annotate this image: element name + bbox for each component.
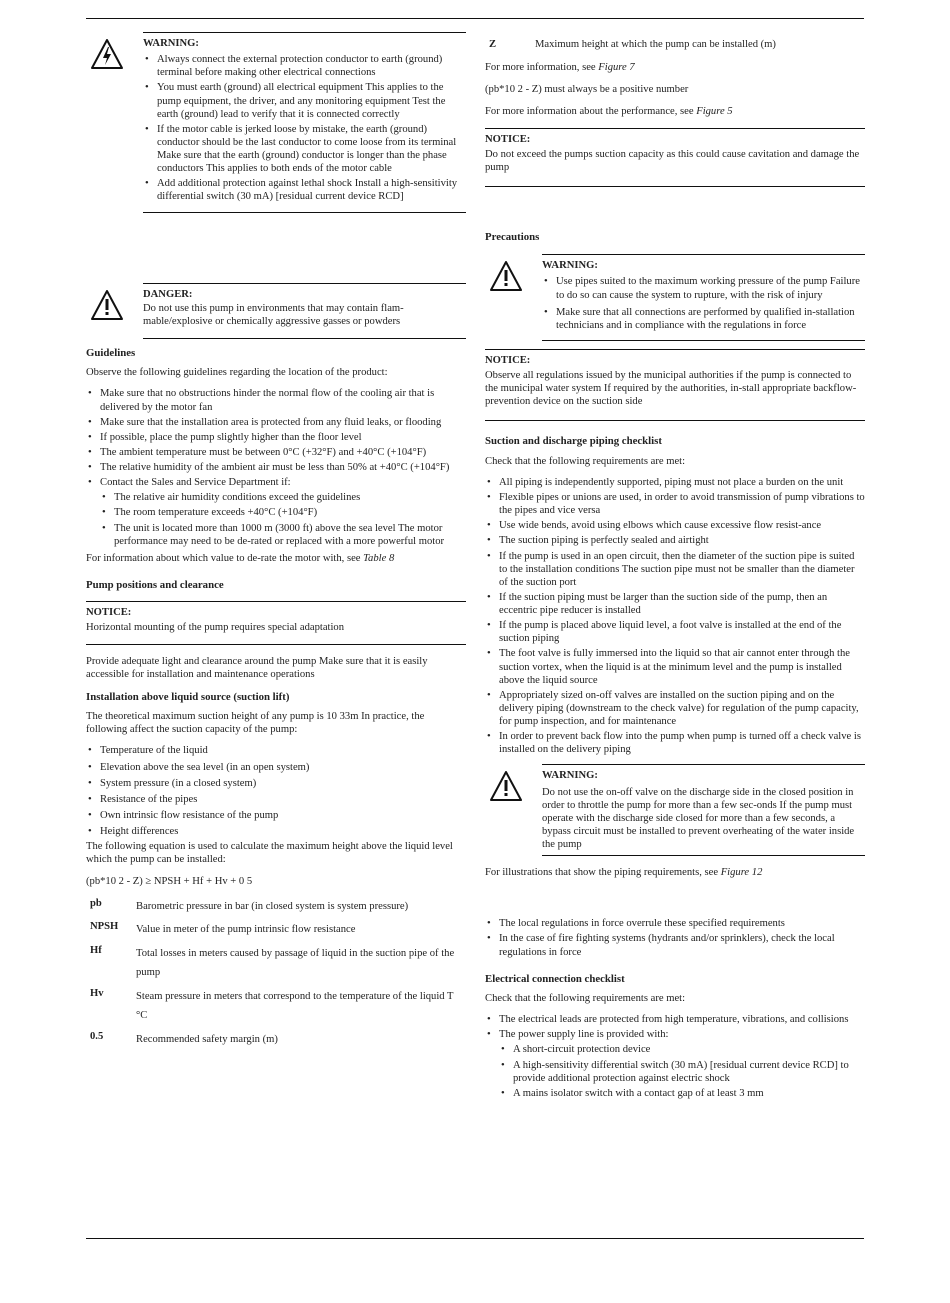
danger-text: Do not use this pump in environments that may contain flam-mable/explosive or chemically aggressive gasses or powders [143,302,404,327]
definition: Value in meter of the pump intrinsic flow resistance [136,924,356,936]
sub-list-item: • The relative air humidity conditions exceed the guidelines [100,491,466,504]
warning-triangle-icon [489,770,523,802]
electric-hazard-icon [90,38,124,70]
left-column [86,30,466,1054]
list-item: • If the pump is placed above liquid level, a foot valve is installed at the end of the suction piping [485,619,865,645]
equation-intro: The following equation is used to calculate the maximum height above the liquid level which the pump can be installed: [86,841,453,866]
table-row [485,38,776,55]
fig5-paragraph [485,105,865,118]
equation: (pb*10 2 - Z) ≥ NPSH + Hf + Hv + 0 5 [86,876,253,888]
warning-list [542,275,865,332]
term: Hf [90,944,102,956]
term: Z [489,39,497,50]
suction-lift-intro: The theoretical maximum suction height of any pump is 10 33m In practice, the following affect the suction capacity of the pump: [86,711,425,736]
positions-heading: Pump positions and clearance [86,578,224,591]
table-row [86,987,466,1030]
sub-list-item: • The unit is located more than 1000 m (3000 ft) above the sea level The motor performance may need to be de-rated or replaced with a more powerful motor [100,522,466,548]
electrical-checklist [485,1013,865,1100]
piping-checklist-heading: Suction and discharge piping checklist [485,435,662,448]
notice-text: Do not exceed the pumps suction capacity as this could cause cavitation and damage the pump [485,148,860,173]
clearance-paragraph: Provide adequate light and clearance around the pump Make sure that it is easily accessible for installation and maintenance operations [86,655,428,680]
warning-title: WARNING: [542,260,598,272]
list-item: • The electrical leads are protected from high temperature, vibrations, and collisions [485,1013,865,1026]
definition: Steam pressure in meters that correspond to the temperature of the liquid T °C [136,990,454,1022]
sub-list [499,1043,865,1100]
warning-triangle-icon [90,289,124,321]
notice-title: NOTICE: [485,133,531,145]
z-definition [485,38,776,55]
figure-5-link[interactable]: Figure 5 [696,106,733,118]
list-item: • Make sure that the installation area is protected from any fluid leaks, or flooding [86,416,466,429]
term: NPSH [90,921,119,933]
sub-list-item: • A short-circuit protection device [499,1043,865,1056]
list-item: • The foot valve is fully immersed into the liquid so that air cannot enter through the suction vortex, when the liquid is at the minimum level and the pump is installed above the liquid source [485,647,865,686]
table-row [86,944,466,987]
derate-text: For information about which value to de-rate the motor with, see [86,552,364,564]
list-item: • In order to prevent back flow into the pump when pump is turned off a check valve is installed on the delivery piping [485,730,865,756]
fig7-text: For more information, see [485,62,599,74]
warning-box-on-off-valve [485,764,865,856]
piping-checklist [485,476,865,757]
notice-title: NOTICE: [485,354,531,366]
bottom-rule [86,1238,864,1239]
notice-text: Observe all regulations issued by the municipal authorities if the pump is connected to the municipal water system If required by the authorities, in-stall appropriate backflow-prevention device on the suction side [485,370,857,408]
positive-number-note: (pb*10 2 - Z) must always be a positive number [485,84,689,96]
warning-box-electrical [86,32,466,213]
list-item: • Resistance of the pipes [86,793,466,806]
danger-box [86,283,466,339]
warning-box-precautions [485,254,865,341]
top-rule [86,18,864,19]
precautions-heading: Precautions [485,230,540,243]
fig7-paragraph [485,61,865,74]
list-item: • Always connect the external protection conductor to earth (ground) terminal before making other electrical connections [143,53,466,79]
definition: Maximum height at which the pump can be installed (m) [535,39,776,50]
list-item: • Elevation above the sea level (in an open system) [86,761,466,774]
fig5-text: For more information about the performance, see [485,106,697,118]
list-item: • Appropriately sized on-off valves are installed on the suction piping and on the delivery piping (downstream to the check valve) for regulation of the pump capacity, for pump inspection, and for maintenance [485,689,865,728]
definition: Total losses in meters caused by passage of liquid in the suction pipe of the pump [136,947,455,979]
list-item: • Temperature of the liquid [86,744,466,757]
list-item: • The ambient temperature must be between 0°C (+32°F) and +40°C (+104°F) [86,446,466,459]
term: 0.5 [90,1031,104,1043]
list-item-text: The power supply line is provided with: [499,1029,669,1041]
notice-text: Horizontal mounting of the pump requires special adaptation [86,622,345,634]
right-column [485,30,865,1104]
warning-triangle-icon [489,260,523,292]
list-item [485,1028,865,1100]
list-item: • All piping is independently supported, piping must not place a burden on the unit [485,476,865,489]
warning-title: WARNING: [542,770,598,782]
danger-title: DANGER: [143,288,193,300]
list-item: • Add additional protection against lethal shock Install a high-sensitivity differential switch (30 mA) [residual current device RCD] [143,177,466,203]
list-item: • You must earth (ground) all electrical equipment This applies to the pump equipment, the driver, and any monitoring equipment Test the earth (ground) lead to verify that it is connected correctly [143,81,466,120]
fig12-text: For illustrations that show the piping requirements, see [485,867,721,879]
list-item: • Use pipes suited to the maximum working pressure of the pump Failure to do so can cause the system to rupture, with the risk of injury [542,275,865,301]
guidelines-intro: Observe the following guidelines regarding the location of the product: [86,367,388,379]
list-item: • Height differences [86,825,466,838]
definitions-table [86,897,466,1054]
list-item: • In the case of fire fighting systems (hydrants and/or sprinklers), check the local regulations in force [485,932,865,958]
derate-paragraph [86,552,466,565]
list-item: • System pressure (in a closed system) [86,777,466,790]
list-item: • Flexible pipes or unions are used, in order to avoid transmission of pump vibrations to the pipes and vice versa [485,491,865,517]
regulations-list [485,917,865,958]
list-item [86,476,466,548]
guidelines-heading: Guidelines [86,346,136,359]
table-row [86,897,466,921]
list-item: • Make sure that all connections are performed by qualified in-stallation technicians and in compliance with the regulations in force [542,306,865,332]
warning-text: Do not use the on-off valve on the discharge side in the closed position in order to throttle the pump for more than a few sec-onds If the pump must operate with the discharge side closed for more than a few seconds, a bypass circuit must be installed to prevent overheating of the water inside the pump [542,786,855,850]
list-item: • Own intrinsic flow resistance of the pump [86,809,466,822]
list-item-text: Contact the Sales and Service Department if: [100,477,291,489]
definition: Recommended safety margin (m) [136,1034,278,1046]
definition: Barometric pressure in bar (in closed system is system pressure) [136,900,409,912]
list-item: • If the motor cable is jerked loose by mistake, the earth (ground) conductor should be the last conductor to come loose from its terminal Make sure that the earth (ground) conductor is longer than the phase conductors This applies to both ends of the motor cable [143,123,466,176]
notice-title: NOTICE: [86,607,132,619]
list-item: • If possible, place the pump slightly higher than the floor level [86,431,466,444]
term: Hv [90,987,104,999]
sub-list-item: • A high-sensitivity differential switch (30 mA) [residual current device RCD] to provide additional protection against electric shock [499,1059,865,1085]
list-item: • Make sure that no obstructions hinder the normal flow of the cooling air that is delivered by the motor fan [86,387,466,413]
sub-list-item: • A mains isolator switch with a contact gap of at least 3 mm [499,1087,865,1100]
list-item: • The local regulations in force overrule these specified requirements [485,917,865,930]
table-row [86,920,466,944]
suction-factors-list [86,744,466,838]
notice-horizontal-mounting [86,601,466,644]
table-row [86,1030,466,1054]
table-8-link[interactable]: Table 8 [363,552,395,564]
guidelines-list [86,387,466,547]
fig12-paragraph [485,866,865,879]
list-item: • If the suction piping must be larger than the suction side of the pump, then an eccentric pipe reducer is installed [485,591,865,617]
list-item: • The relative humidity of the ambient air must be less than 50% at +40°C (+104°F) [86,461,466,474]
electrical-intro: Check that the following requirements are met: [485,993,686,1004]
notice-municipal-regulations [485,349,865,422]
figure-7-link[interactable]: Figure 7 [598,62,635,74]
notice-suction-capacity [485,128,865,187]
list-item: • The suction piping is perfectly sealed and airtight [485,534,865,547]
sub-list [100,491,466,548]
suction-lift-heading: Installation above liquid source (suction lift) [86,690,290,703]
piping-intro: Check that the following requirements are met: [485,455,686,467]
electrical-checklist-heading: Electrical connection checklist [485,972,625,985]
sub-list-item: • The room temperature exceeds +40°C (+104°F) [100,506,466,519]
warning-list [143,53,466,203]
warning-title: WARNING: [143,38,199,49]
list-item: • If the pump is used in an open circuit, then the diameter of the suction pipe is suited to the installation conditions The suction pipe must not be smaller than the diameter of the suction port [485,550,865,589]
figure-12-link[interactable]: Figure 12 [720,867,763,879]
term: pb [90,897,102,909]
list-item: • Use wide bends, avoid using elbows which cause excessive flow resist-ance [485,519,865,532]
